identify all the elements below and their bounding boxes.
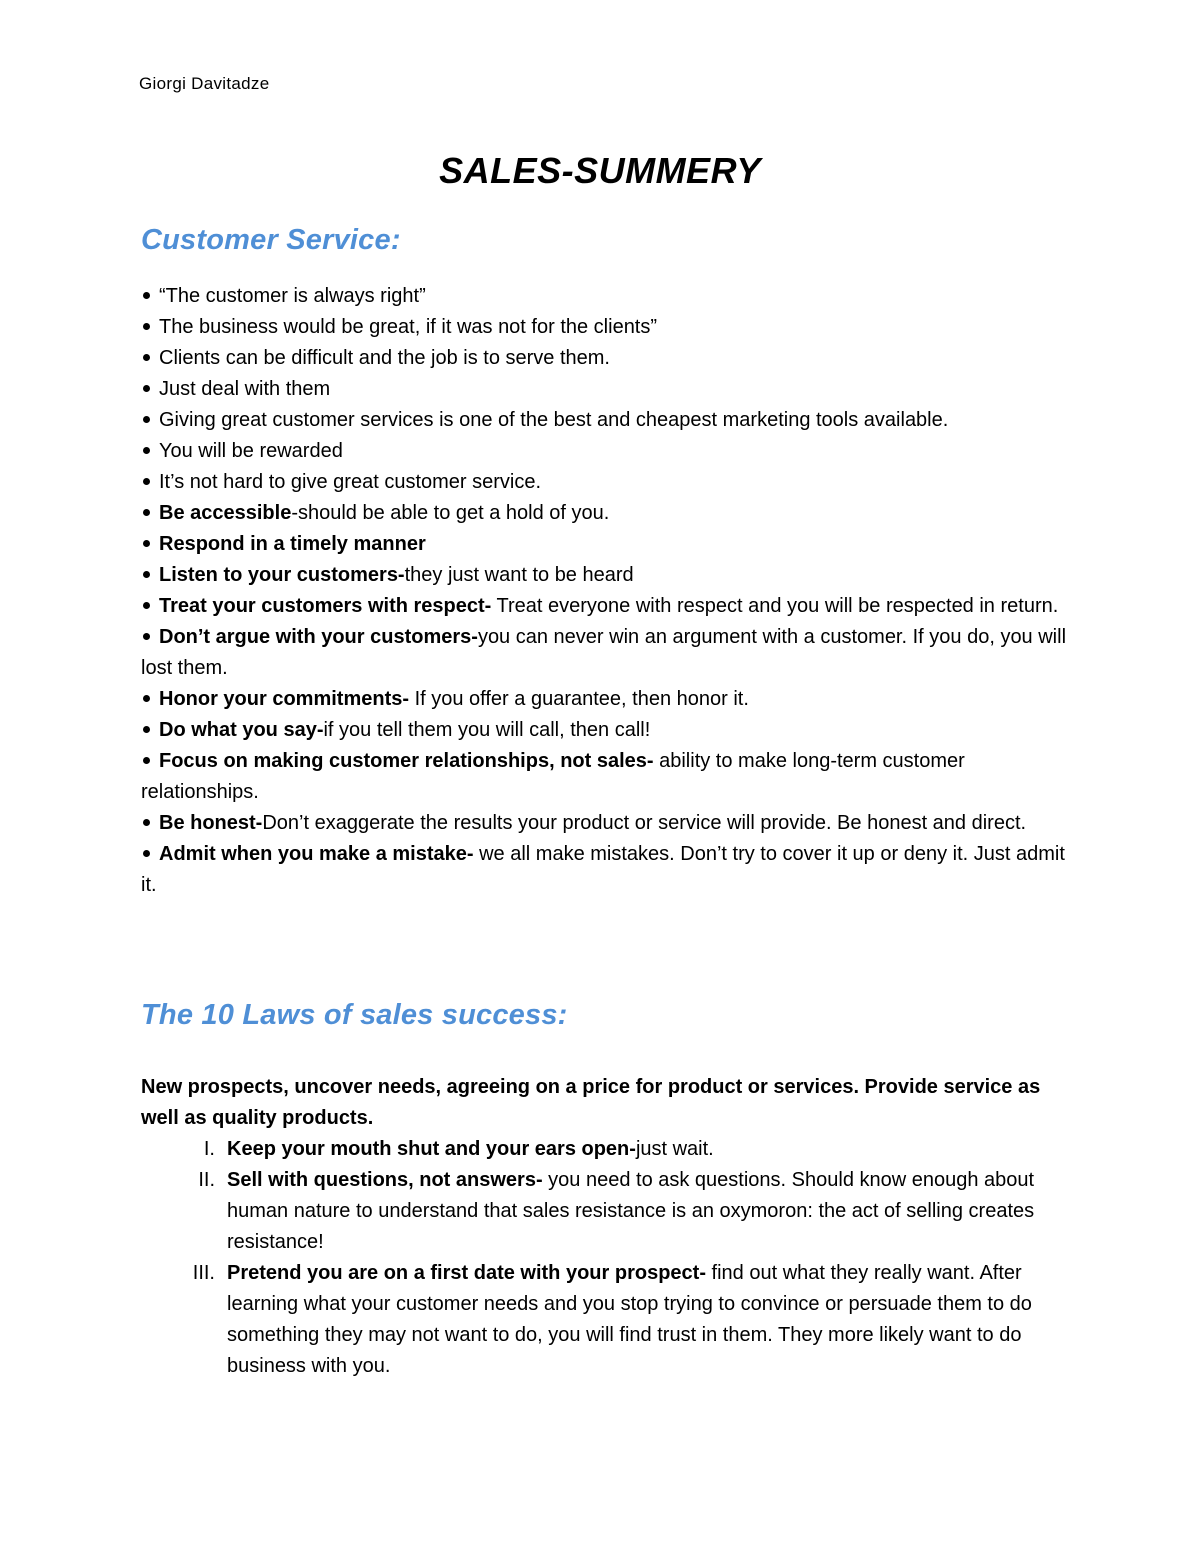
- list-item: The business would be great, if it was not for the clients”: [141, 312, 1071, 343]
- bullet-icon: [143, 447, 150, 454]
- list-numeral: I.: [203, 1138, 215, 1160]
- list-numeral: II.: [198, 1169, 215, 1191]
- list-item: I. Keep your mouth shut and your ears open-just wait.: [141, 1134, 1061, 1165]
- list-item: Listen to your customers-they just want to be heard: [141, 560, 1071, 591]
- list-item: Don’t argue with your customers-you can never win an argument with a customer. If you do, you will lost them.: [141, 626, 1067, 679]
- laws-heading: The 10 Laws of sales success:: [141, 999, 568, 1031]
- bullet-icon: [143, 633, 150, 640]
- bullet-icon: [143, 540, 150, 547]
- list-item: Admit when you make a mistake- we all make mistakes. Don’t try to cover it up or deny it. Just admit it.: [141, 843, 1065, 896]
- list-item: “The customer is always right”: [141, 281, 1071, 312]
- bullet-icon: [143, 726, 150, 733]
- list-item: You will be rewarded: [141, 436, 1071, 467]
- list-item: Focus on making customer relationships, not sales- ability to make long-term customer relationships.: [141, 750, 965, 803]
- list-item: Giving great customer services is one of the best and cheapest marketing tools available.: [141, 405, 1071, 436]
- document-title: SALES-SUMMERY: [439, 150, 761, 191]
- author-name: Giorgi Davitadze: [139, 74, 270, 93]
- list-item: Honor your commitments- If you offer a guarantee, then honor it.: [141, 684, 1071, 715]
- list-item: Be honest-Don’t exaggerate the results your product or service will provide. Be honest and direct.: [141, 808, 1071, 839]
- bullet-icon: [143, 323, 150, 330]
- bullet-icon: [143, 571, 150, 578]
- bullet-icon: [143, 602, 150, 609]
- list-item: Respond in a timely manner: [141, 529, 1071, 560]
- list-item: Clients can be difficult and the job is to serve them.: [141, 343, 1071, 374]
- bullet-icon: [143, 478, 150, 485]
- list-item: II. Sell with questions, not answers- you need to ask questions. Should know enough about human nature to understand that sales resistance is an oxymoron: the act of selling creates resistance!: [141, 1165, 1061, 1258]
- laws-list: [141, 1134, 1061, 1382]
- list-item: Treat your customers with respect- Treat everyone with respect and you will be respected in return.: [141, 591, 1071, 622]
- customer-service-list: [141, 281, 1071, 901]
- bullet-icon: [143, 819, 150, 826]
- list-item: It’s not hard to give great customer service.: [141, 467, 1071, 498]
- list-numeral: III.: [192, 1262, 215, 1284]
- bullet-icon: [143, 850, 150, 857]
- laws-intro: New prospects, uncover needs, agreeing on a price for product or services. Provide service as well as quality products.: [141, 1076, 1041, 1129]
- bullet-icon: [143, 416, 150, 423]
- list-item: Do what you say-if you tell them you will call, then call!: [141, 715, 1071, 746]
- customer-service-heading: Customer Service:: [141, 224, 401, 256]
- bullet-icon: [143, 354, 150, 361]
- bullet-icon: [143, 509, 150, 516]
- bullet-icon: [143, 385, 150, 392]
- bullet-icon: [143, 695, 150, 702]
- bullet-icon: [143, 757, 150, 764]
- bullet-icon: [143, 292, 150, 299]
- list-item: Be accessible-should be able to get a hold of you.: [141, 498, 1071, 529]
- list-item: Just deal with them: [141, 374, 1071, 405]
- list-item: III. Pretend you are on a first date with your prospect- find out what they really want. After learning what your customer needs and you stop trying to convince or persuade them to do something they may not want to do, you will find trust in them. They more likely want to do business with you.: [141, 1258, 1061, 1382]
